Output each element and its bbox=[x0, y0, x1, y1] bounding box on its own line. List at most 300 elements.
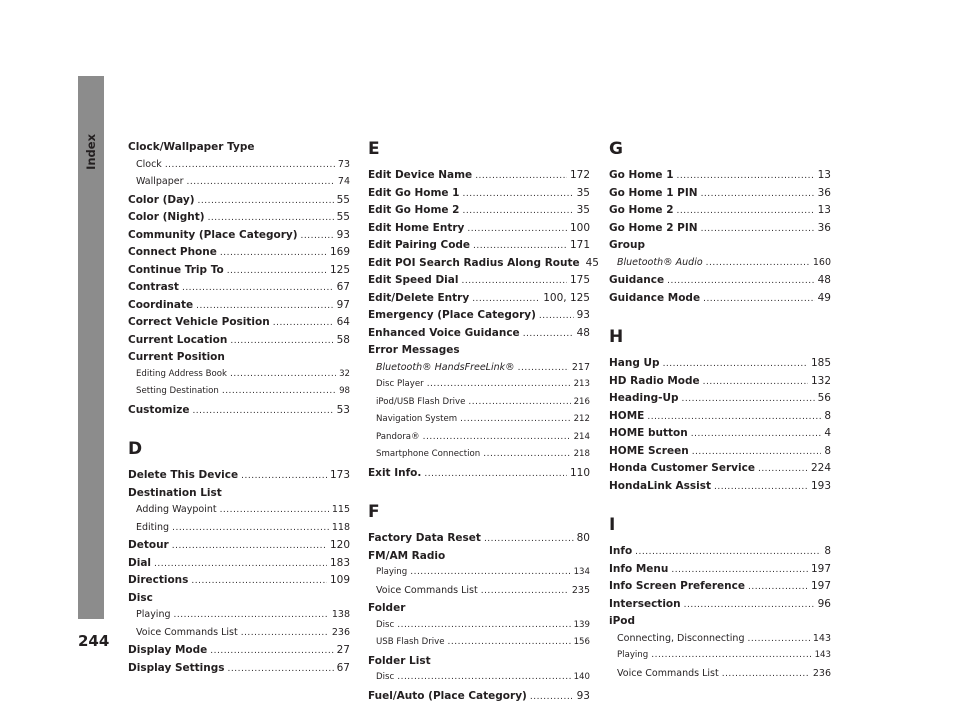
leader-dots bbox=[692, 445, 822, 457]
leader-dots bbox=[635, 545, 821, 557]
index-heading bbox=[368, 344, 590, 362]
entry-term: Current Location bbox=[128, 333, 228, 346]
page-reference[interactable]: 96 bbox=[817, 597, 831, 610]
page-reference[interactable]: 93 bbox=[576, 309, 590, 321]
leader-dots bbox=[758, 462, 808, 474]
entry-term: Wallpaper bbox=[136, 176, 184, 187]
leader-dots bbox=[172, 522, 329, 533]
page-reference[interactable]: 97 bbox=[336, 298, 350, 311]
leader-dots bbox=[198, 194, 334, 206]
index-entry[interactable] bbox=[368, 672, 590, 690]
entry-term: Group bbox=[609, 239, 646, 251]
page-reference[interactable]: 173 bbox=[329, 469, 350, 481]
entry-term: Detour bbox=[128, 539, 169, 551]
leader-dots bbox=[182, 281, 334, 293]
leader-dots bbox=[530, 690, 574, 702]
index-entry[interactable] bbox=[368, 379, 590, 397]
index-entry[interactable] bbox=[128, 662, 350, 680]
index-entry[interactable] bbox=[368, 414, 590, 432]
index-entry[interactable] bbox=[368, 397, 590, 415]
entry-term: Voice Commands List bbox=[617, 667, 719, 679]
index-heading bbox=[128, 351, 350, 369]
index-entry[interactable] bbox=[368, 274, 590, 292]
leader-dots bbox=[667, 274, 815, 286]
entry-term: Exit Info. bbox=[368, 466, 422, 479]
entry-term: Honda Customer Service bbox=[609, 462, 755, 474]
entry-term: Edit/Delete Entry bbox=[368, 291, 470, 304]
index-entry[interactable] bbox=[128, 316, 350, 334]
index-entry[interactable] bbox=[609, 292, 831, 310]
page-reference[interactable]: 36 bbox=[817, 221, 831, 234]
leader-dots bbox=[647, 410, 821, 422]
leader-dots bbox=[682, 392, 815, 404]
page-reference[interactable]: 35 bbox=[576, 186, 590, 199]
entry-term: HOME bbox=[609, 409, 645, 422]
entry-term: Info bbox=[609, 545, 633, 557]
page-reference[interactable]: 109 bbox=[329, 574, 350, 586]
leader-dots bbox=[475, 169, 567, 181]
index-entry[interactable] bbox=[609, 187, 831, 205]
index-entry[interactable] bbox=[609, 257, 831, 275]
entry-term: Directions bbox=[128, 574, 189, 586]
section-letter-f: F bbox=[368, 502, 380, 522]
page-reference[interactable]: 216 bbox=[573, 396, 590, 407]
leader-dots bbox=[722, 668, 810, 679]
entry-term: Edit Pairing Code bbox=[368, 239, 471, 251]
page-reference[interactable]: 217 bbox=[571, 361, 590, 373]
leader-dots bbox=[210, 644, 333, 656]
index-entry[interactable] bbox=[368, 187, 590, 205]
entry-term: Go Home 1 PIN bbox=[609, 186, 698, 199]
page-reference[interactable]: 213 bbox=[573, 379, 590, 389]
page-reference[interactable]: 138 bbox=[331, 609, 350, 620]
index-entry[interactable] bbox=[609, 462, 831, 480]
index-entry[interactable] bbox=[609, 445, 831, 463]
entry-term: Customize bbox=[128, 403, 190, 416]
index-entry[interactable] bbox=[609, 410, 831, 428]
index-entry[interactable] bbox=[368, 620, 590, 638]
leader-dots bbox=[230, 369, 336, 379]
page-reference[interactable]: 120 bbox=[329, 539, 350, 551]
entry-term: Edit Go Home 1 bbox=[368, 186, 460, 199]
index-entry[interactable] bbox=[609, 427, 831, 445]
index-entry[interactable] bbox=[368, 585, 590, 603]
leader-dots bbox=[703, 292, 815, 304]
index-entry[interactable] bbox=[128, 264, 350, 282]
entry-term: Display Settings bbox=[128, 661, 225, 674]
entry-term: HondaLink Assist bbox=[609, 479, 711, 492]
index-entry[interactable] bbox=[368, 532, 590, 550]
entry-term: Disc bbox=[128, 591, 153, 604]
index-entry[interactable] bbox=[128, 469, 350, 487]
entry-term: Error Messages bbox=[368, 344, 460, 356]
entry-term: Bluetooth® Audio bbox=[617, 256, 703, 268]
page-reference[interactable]: 156 bbox=[573, 637, 590, 647]
page-reference[interactable]: 100, 125 bbox=[543, 291, 590, 304]
index-entry[interactable] bbox=[128, 504, 350, 522]
page-reference[interactable]: 8 bbox=[824, 444, 831, 457]
leader-dots bbox=[228, 662, 334, 674]
entry-term: Continue Trip To bbox=[128, 263, 224, 276]
index-entry[interactable] bbox=[128, 176, 350, 194]
entry-term: Connecting, Disconnecting bbox=[617, 632, 745, 644]
index-entry[interactable] bbox=[128, 194, 350, 212]
leader-dots bbox=[468, 397, 570, 407]
entry-term: Go Home 2 PIN bbox=[609, 221, 698, 234]
entry-term: Voice Commands List bbox=[376, 584, 478, 596]
index-entry[interactable] bbox=[368, 432, 590, 450]
entry-term: Disc bbox=[376, 672, 395, 682]
page-reference[interactable]: 143 bbox=[814, 650, 831, 660]
page-reference[interactable]: 132 bbox=[810, 374, 831, 387]
leader-dots bbox=[208, 211, 334, 223]
page-reference[interactable]: 55 bbox=[336, 193, 350, 206]
page-reference[interactable]: 171 bbox=[569, 239, 590, 251]
page-reference[interactable]: 169 bbox=[329, 246, 350, 258]
page-reference[interactable]: 193 bbox=[810, 479, 831, 492]
index-entry[interactable] bbox=[128, 211, 350, 229]
page-reference[interactable]: 93 bbox=[576, 689, 590, 702]
index-entry[interactable] bbox=[128, 609, 350, 627]
index-entry[interactable] bbox=[128, 522, 350, 540]
page-reference[interactable]: 13 bbox=[817, 204, 831, 216]
entry-term: iPod/USB Flash Drive bbox=[376, 396, 466, 407]
entry-term: HOME Screen bbox=[609, 444, 689, 457]
index-entry[interactable] bbox=[368, 204, 590, 222]
leader-dots bbox=[227, 264, 327, 276]
index-entry[interactable] bbox=[368, 467, 590, 485]
entry-term: Intersection bbox=[609, 597, 681, 610]
entry-term: Current Position bbox=[128, 351, 225, 363]
page-reference[interactable]: 134 bbox=[573, 567, 590, 577]
entry-term: HOME button bbox=[609, 427, 688, 439]
page-reference[interactable]: 48 bbox=[817, 274, 831, 286]
index-entry[interactable] bbox=[368, 449, 590, 467]
index-entry[interactable] bbox=[609, 169, 831, 187]
index-entry[interactable] bbox=[368, 222, 590, 240]
index-heading bbox=[609, 615, 831, 633]
index-entry[interactable] bbox=[368, 637, 590, 655]
leader-dots bbox=[424, 467, 567, 479]
page-reference[interactable]: 48 bbox=[576, 326, 590, 339]
page-reference[interactable]: 172 bbox=[569, 169, 590, 181]
entry-term: Contrast bbox=[128, 281, 179, 293]
leader-dots bbox=[410, 567, 570, 577]
page-reference[interactable]: 27 bbox=[336, 644, 350, 656]
index-entry[interactable] bbox=[128, 627, 350, 645]
leader-dots bbox=[174, 609, 329, 620]
page-reference[interactable]: 197 bbox=[810, 562, 831, 575]
page-reference[interactable]: 212 bbox=[573, 414, 590, 424]
entry-term: Adding Waypoint bbox=[136, 504, 217, 515]
index-entry[interactable] bbox=[609, 480, 831, 498]
page-reference[interactable]: 55 bbox=[336, 211, 350, 223]
index-entry[interactable] bbox=[609, 545, 831, 563]
page-reference[interactable]: 236 bbox=[331, 626, 350, 638]
leader-dots bbox=[539, 309, 574, 321]
entry-term: HD Radio Mode bbox=[609, 374, 700, 387]
index-heading bbox=[128, 487, 350, 505]
entry-term: Clock/Wallpaper Type bbox=[128, 141, 255, 153]
page-number: 244 bbox=[78, 632, 110, 650]
entry-term: Color (Day) bbox=[128, 193, 195, 206]
leader-dots bbox=[423, 432, 571, 442]
index-heading bbox=[128, 141, 350, 159]
page-reference[interactable]: 80 bbox=[576, 532, 590, 544]
page-reference[interactable]: 36 bbox=[817, 186, 831, 199]
entry-term: iPod bbox=[609, 615, 636, 627]
page-reference[interactable]: 73 bbox=[337, 158, 350, 170]
leader-dots bbox=[427, 379, 571, 389]
leader-dots bbox=[301, 229, 334, 241]
leader-dots bbox=[703, 375, 808, 387]
section-letter-i: I bbox=[609, 515, 616, 535]
entry-term: Playing bbox=[136, 609, 171, 620]
leader-dots bbox=[677, 169, 815, 181]
entry-term: Go Home 2 bbox=[609, 204, 674, 216]
index-entry[interactable] bbox=[609, 204, 831, 222]
page-reference[interactable]: 118 bbox=[331, 521, 350, 533]
leader-dots bbox=[172, 539, 327, 551]
section-letter-d: D bbox=[128, 439, 143, 459]
page-reference[interactable]: 140 bbox=[573, 672, 590, 682]
index-entry[interactable] bbox=[609, 222, 831, 240]
page-reference[interactable]: 45 bbox=[585, 256, 599, 269]
entry-term: Color (Night) bbox=[128, 211, 205, 223]
leader-dots bbox=[192, 404, 333, 416]
section-letter-h: H bbox=[609, 327, 624, 347]
page-reference[interactable]: 214 bbox=[573, 431, 590, 442]
side-tab-label: Index bbox=[84, 134, 98, 170]
index-heading bbox=[609, 239, 831, 257]
page-reference[interactable]: 8 bbox=[824, 545, 831, 557]
leader-dots bbox=[701, 222, 815, 234]
index-entry[interactable] bbox=[368, 169, 590, 187]
entry-term: Playing bbox=[376, 567, 408, 577]
index-entry[interactable] bbox=[609, 633, 831, 651]
index-entry[interactable] bbox=[128, 246, 350, 264]
entry-term: Folder bbox=[368, 602, 406, 614]
index-heading bbox=[368, 655, 590, 673]
index-side-tab[interactable] bbox=[78, 76, 104, 619]
leader-dots bbox=[196, 299, 333, 311]
leader-dots bbox=[448, 637, 571, 647]
entry-term: Emergency (Place Category) bbox=[368, 309, 536, 321]
index-entry[interactable] bbox=[368, 567, 590, 585]
entry-term: Edit Home Entry bbox=[368, 221, 465, 234]
leader-dots bbox=[483, 449, 570, 459]
leader-dots bbox=[397, 672, 570, 682]
entry-term: Delete This Device bbox=[128, 469, 239, 481]
page-reference[interactable]: 160 bbox=[812, 256, 831, 268]
page-reference[interactable]: 93 bbox=[336, 228, 350, 241]
leader-dots bbox=[663, 357, 808, 369]
entry-term: Editing Address Book bbox=[136, 368, 228, 379]
leader-dots bbox=[165, 159, 335, 170]
page-reference[interactable]: 185 bbox=[810, 357, 831, 369]
leader-dots bbox=[241, 627, 329, 638]
leader-dots bbox=[220, 504, 329, 515]
index-entry[interactable] bbox=[368, 256, 599, 275]
page-reference[interactable]: 110 bbox=[569, 466, 590, 479]
index-entry[interactable] bbox=[609, 563, 831, 581]
leader-dots bbox=[461, 274, 566, 286]
index-entry[interactable] bbox=[128, 229, 350, 247]
page-reference[interactable]: 235 bbox=[571, 584, 590, 596]
index-entry[interactable] bbox=[128, 334, 350, 352]
entry-term: Coordinate bbox=[128, 298, 194, 311]
page-reference[interactable]: 236 bbox=[812, 667, 831, 679]
entry-term: Edit Go Home 2 bbox=[368, 204, 460, 216]
index-entry[interactable] bbox=[368, 690, 590, 708]
index-entry[interactable] bbox=[368, 309, 590, 327]
leader-dots bbox=[472, 292, 540, 304]
page-reference[interactable]: 13 bbox=[817, 169, 831, 181]
page-reference[interactable]: 64 bbox=[336, 316, 350, 328]
page-reference[interactable]: 183 bbox=[329, 556, 350, 569]
leader-dots bbox=[460, 414, 570, 424]
page-reference[interactable]: 67 bbox=[336, 281, 350, 293]
leader-dots bbox=[518, 362, 569, 373]
index-entry[interactable] bbox=[368, 239, 590, 257]
index-heading bbox=[368, 550, 590, 568]
page-reference[interactable]: 139 bbox=[573, 619, 590, 630]
entry-term: Destination List bbox=[128, 486, 222, 499]
page-reference[interactable]: 175 bbox=[569, 274, 590, 286]
index-entry[interactable] bbox=[128, 299, 350, 317]
page-reference[interactable]: 8 bbox=[824, 409, 831, 422]
entry-term: Disc bbox=[376, 619, 395, 630]
entry-term: Community (Place Category) bbox=[128, 228, 298, 241]
entry-term: Playing bbox=[617, 650, 649, 660]
leader-dots bbox=[241, 469, 327, 481]
index-entry[interactable] bbox=[128, 281, 350, 299]
page-reference[interactable]: 197 bbox=[810, 580, 831, 592]
page-reference[interactable]: 143 bbox=[812, 632, 831, 644]
entry-term: Heading-Up bbox=[609, 392, 679, 404]
page-reference[interactable]: 53 bbox=[336, 403, 350, 416]
index-column-2 bbox=[368, 135, 599, 707]
index-entry[interactable] bbox=[609, 650, 831, 668]
entry-term: Factory Data Reset bbox=[368, 532, 481, 544]
index-column-3 bbox=[609, 135, 831, 685]
page-reference[interactable]: 115 bbox=[331, 504, 350, 515]
leader-dots bbox=[222, 386, 336, 396]
leader-dots bbox=[187, 176, 335, 187]
entry-term: Hang Up bbox=[609, 357, 660, 369]
page-reference[interactable]: 56 bbox=[817, 392, 831, 404]
leader-dots bbox=[154, 557, 327, 569]
index-entry[interactable] bbox=[609, 580, 831, 598]
entry-term: Setting Destination bbox=[136, 386, 219, 396]
page-reference[interactable]: 125 bbox=[329, 263, 350, 276]
page-reference[interactable]: 49 bbox=[817, 291, 831, 304]
section-letter-g: G bbox=[609, 139, 623, 159]
index-entry[interactable] bbox=[609, 274, 831, 292]
leader-dots bbox=[462, 204, 573, 216]
entry-term: Dial bbox=[128, 556, 151, 569]
page-reference[interactable]: 4 bbox=[824, 427, 831, 439]
entry-term: Voice Commands List bbox=[136, 626, 238, 638]
index-entry[interactable] bbox=[609, 357, 831, 375]
page-reference[interactable]: 67 bbox=[336, 661, 350, 674]
leader-dots bbox=[473, 239, 567, 251]
index-entry[interactable] bbox=[368, 327, 590, 345]
index-heading bbox=[128, 592, 350, 610]
index-entry[interactable] bbox=[128, 404, 350, 422]
index-entry[interactable] bbox=[128, 539, 350, 557]
entry-term: Enhanced Voice Guidance bbox=[368, 326, 520, 339]
entry-term: Guidance bbox=[609, 274, 665, 286]
entry-term: Smartphone Connection bbox=[376, 449, 481, 459]
entry-term: Edit Speed Dial bbox=[368, 274, 459, 286]
entry-term: Info Menu bbox=[609, 562, 669, 575]
leader-dots bbox=[651, 650, 811, 660]
entry-term: USB Flash Drive bbox=[376, 637, 445, 647]
entry-term: Disc Player bbox=[376, 379, 424, 389]
leader-dots bbox=[481, 585, 569, 596]
entry-term: Fuel/Auto (Place Category) bbox=[368, 689, 527, 702]
page-reference[interactable]: 224 bbox=[810, 462, 831, 474]
leader-dots bbox=[691, 427, 822, 439]
leader-dots bbox=[671, 563, 808, 575]
index-entry[interactable] bbox=[609, 392, 831, 410]
leader-dots bbox=[523, 327, 574, 339]
entry-term: Edit POI Search Radius Along Route bbox=[368, 256, 580, 269]
entry-term: Pandora® bbox=[376, 431, 420, 442]
index-entry[interactable] bbox=[609, 375, 831, 393]
page-reference[interactable]: 218 bbox=[573, 449, 590, 459]
index-entry[interactable] bbox=[128, 644, 350, 662]
index-entry[interactable] bbox=[128, 159, 350, 177]
leader-dots bbox=[701, 187, 815, 199]
entry-term: Clock bbox=[136, 158, 162, 170]
entry-term: Folder List bbox=[368, 654, 431, 667]
index-entry[interactable] bbox=[609, 668, 831, 686]
leader-dots bbox=[484, 532, 574, 544]
section-letter-e: E bbox=[368, 139, 380, 159]
entry-term: Go Home 1 bbox=[609, 169, 674, 181]
entry-term: Editing bbox=[136, 521, 170, 533]
index-heading bbox=[368, 602, 590, 620]
entry-term: Display Mode bbox=[128, 644, 208, 656]
index-entry[interactable] bbox=[368, 292, 590, 310]
index-entry[interactable] bbox=[609, 598, 831, 616]
entry-term: Connect Phone bbox=[128, 246, 217, 258]
leader-dots bbox=[706, 257, 810, 268]
index-entry[interactable] bbox=[128, 386, 350, 404]
leader-dots bbox=[684, 598, 815, 610]
leader-dots bbox=[191, 574, 327, 586]
leader-dots bbox=[677, 204, 815, 216]
index-entry[interactable] bbox=[368, 362, 590, 380]
index-entry[interactable] bbox=[128, 574, 350, 592]
entry-term: Navigation System bbox=[376, 414, 458, 424]
page-reference[interactable]: 32 bbox=[339, 368, 350, 379]
index-entry[interactable] bbox=[128, 369, 350, 387]
entry-term: Edit Device Name bbox=[368, 169, 473, 181]
index-column-1 bbox=[128, 141, 350, 679]
page-reference[interactable]: 100 bbox=[569, 221, 590, 234]
entry-term: Correct Vehicle Position bbox=[128, 316, 270, 328]
index-entry[interactable] bbox=[128, 557, 350, 575]
leader-dots bbox=[714, 480, 808, 492]
page-reference[interactable]: 98 bbox=[339, 386, 350, 396]
page-reference[interactable]: 35 bbox=[576, 204, 590, 216]
leader-dots bbox=[273, 316, 334, 328]
page-reference[interactable]: 58 bbox=[336, 333, 350, 346]
page-reference[interactable]: 74 bbox=[337, 176, 350, 187]
